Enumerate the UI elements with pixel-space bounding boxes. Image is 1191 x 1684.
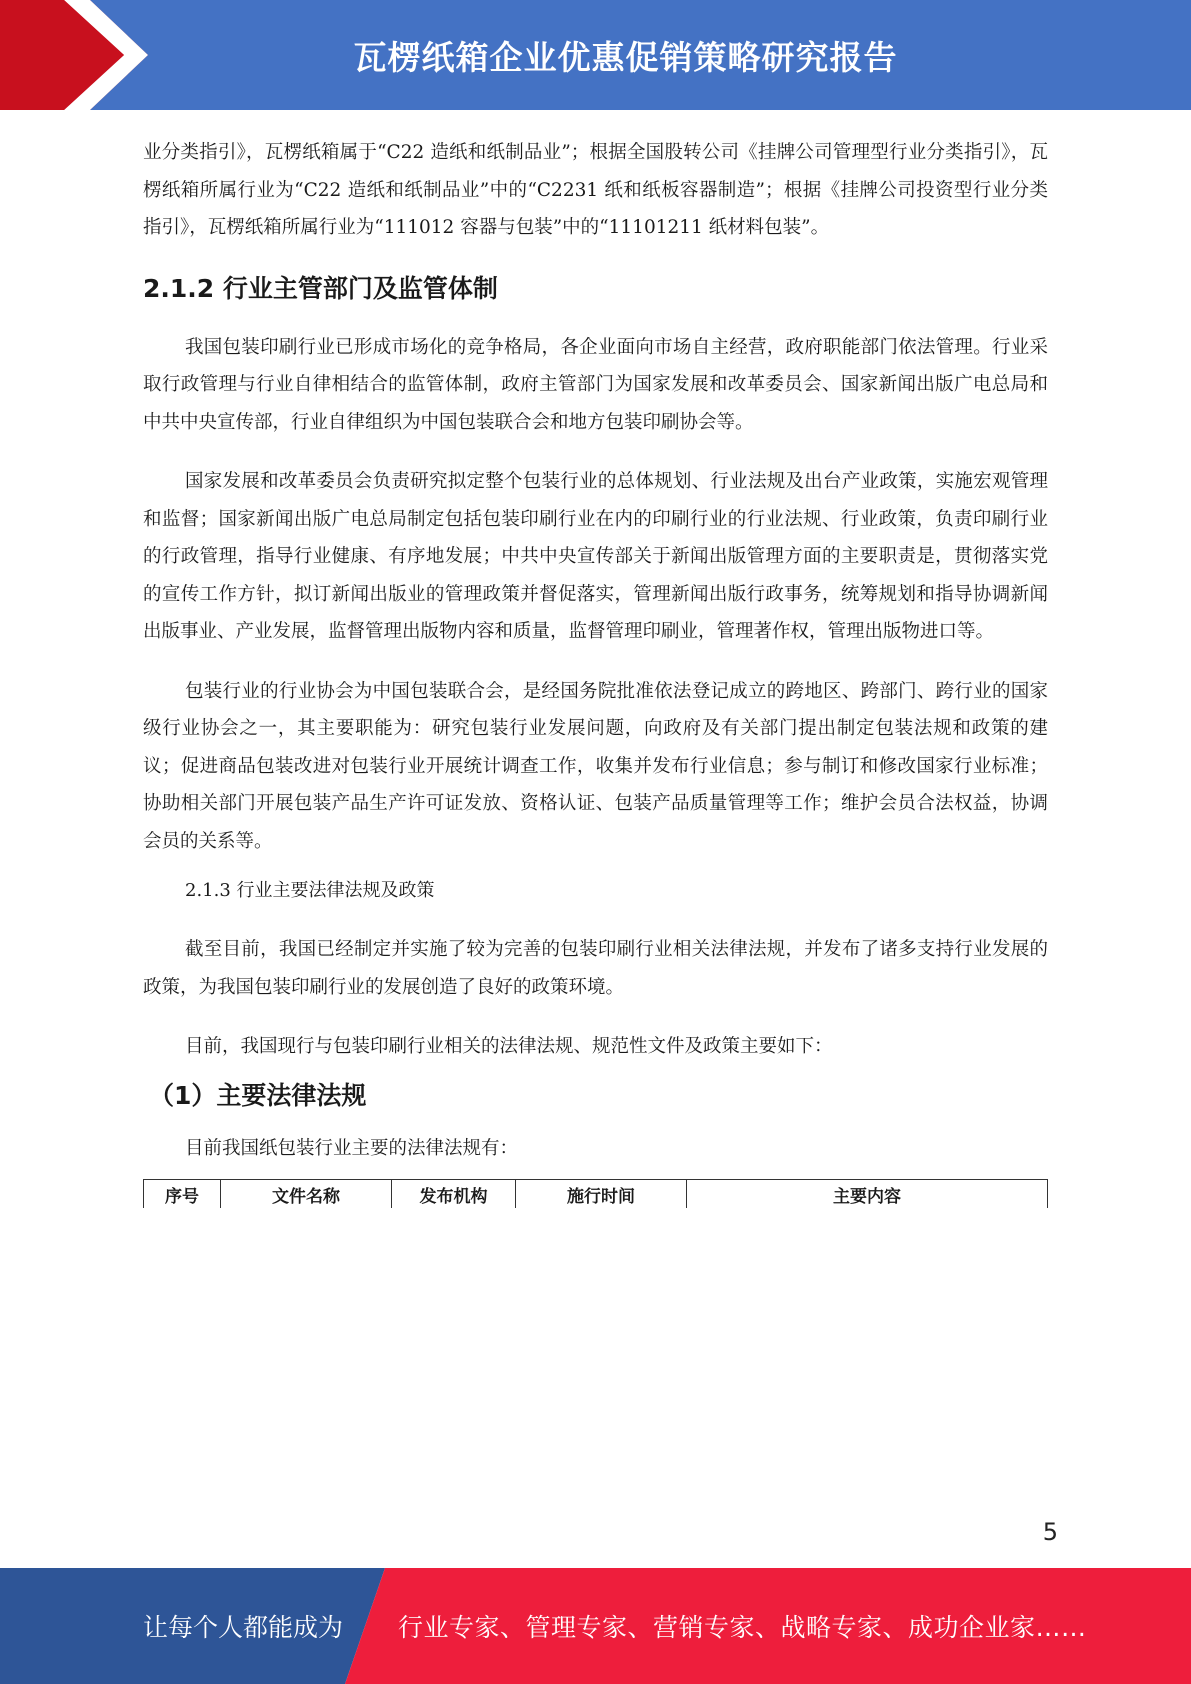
paragraph-main-laws-intro: 目前我国纸包装行业主要的法律法规有： (185, 1137, 519, 1159)
subsection-heading-main-laws: （1）主要法律法规 (149, 1080, 367, 1110)
page-footer (0, 1568, 1191, 1684)
paragraph-laws-intro: 目前，我国现行与包装印刷行业相关的法律法规、规范性文件及政策主要如下： (185, 1036, 833, 1057)
header-arrow-decoration (0, 0, 150, 110)
paragraph-industry-association: 包装行业的行业协会为中国包装联合会，是经国务院批准依法登记成立的跨地区、跨部门、跨行业的国家级行业协会之一，其主要职能为：研究包装行业发展问题，向政府及有关部门提出制定包装法规和政策的建议；促进商品包装改进对包装行业开展统计调查工作，收集并发布行业信息；参与制订和修改国家行业标准；协助相关部门开展包装产品生产许可证发放、资格认证、包装产品质量管理等工作；维护会员合法权益，协调会员的关系等。 (143, 680, 1048, 852)
paragraph-government-duties: 国家发展和改革委员会负责研究拟定整个包装行业的总体规划、行业法规及出台产业政策，实施宏观管理和监督；国家新闻出版广电总局制定包括包装印刷行业在内的印刷行业的行业法规、行业政策，负责印刷行业的行政管理，指导行业健康、有序地发展；中共中央宣传部关于新闻出版管理方面的主要职责是，贯彻落实党的宣传工作方针，拟订新闻出版业的管理政策并督促落实，管理新闻出版行政事务，统筹规划和指导协调新闻出版事业、产业发展，监督管理出版物内容和质量，监督管理印刷业，管理著作权，管理出版物进口等。 (143, 471, 1048, 642)
footer-slogan-left: 让每个人都能成为 (143, 1613, 344, 1642)
report-title: 瓦楞纸箱企业优惠促销策略研究报告 (353, 37, 898, 77)
table-header-cell: 文件名称 (221, 1180, 392, 1208)
document-body (143, 134, 1048, 1208)
table-header-cell: 序号 (144, 1180, 221, 1208)
page-header (0, 0, 1191, 110)
table-header-cell: 施行时间 (516, 1180, 687, 1208)
paragraph-regulation-overview: 我国包装印刷行业已形成市场化的竞争格局，各企业面向市场自主经营，政府职能部门依法管理。行业采取行政管理与行业自律相结合的监管体制，政府主管部门为国家发展和改革委员会、国家新闻出版广电总局和中共中央宣传部，行业自律组织为中国包装联合会和地方包装印刷协会等。 (143, 336, 1048, 433)
paragraph-policy-environment: 截至目前，我国已经制定并实施了较为完善的包装印刷行业相关法律法规，并发布了诸多支持行业发展的政策，为我国包装印刷行业的发展创造了良好的政策环境。 (143, 939, 1048, 998)
laws-table-header (143, 1179, 1048, 1208)
table-header-cell: 主要内容 (833, 1186, 901, 1207)
section-heading-2-1-2: 2.1.2 行业主管部门及监管体制 (143, 273, 498, 303)
footer-slogan-right: 行业专家、管理专家、营销专家、战略专家、成功企业家…… (398, 1613, 1087, 1642)
paragraph-classification: 业分类指引》，瓦楞纸箱属于“C22 造纸和纸制品业”；根据全国股转公司《挂牌公司管理型行业分类指引》，瓦楞纸箱所属行业为“C22 造纸和纸制品业”中的“C2231 纸和纸板容器制造”；根据《挂牌公司投资型行业分类指引》，瓦楞纸箱所属行业为“111012 容器与包装”中的“11101211 纸材料包装”。 (143, 142, 1048, 238)
table-header-cell: 发布机构 (392, 1180, 516, 1208)
section-heading-2-1-3: 2.1.3 行业主要法律法规及政策 (185, 880, 435, 901)
page-number: 5 (1042, 1518, 1058, 1546)
